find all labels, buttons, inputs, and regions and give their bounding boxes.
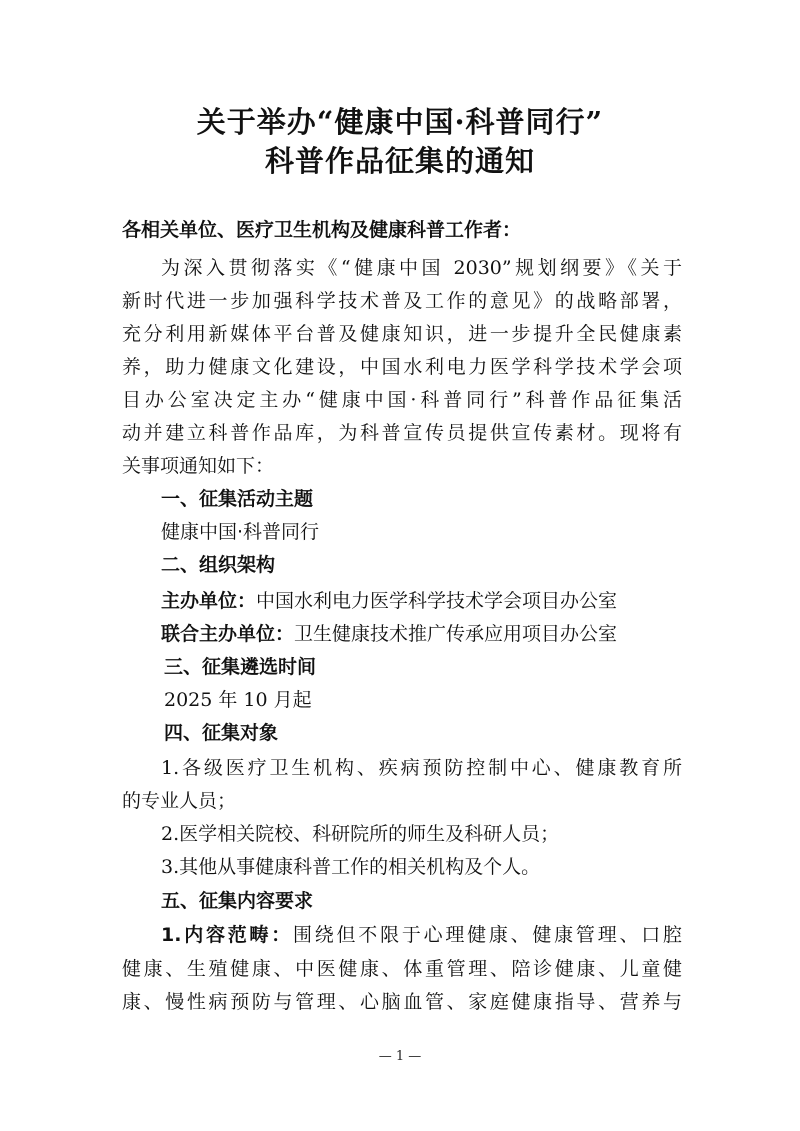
document-title-line-1: 关于举办“健康中国·科普同行”	[196, 105, 604, 139]
section-2-heading: 二、组织架构	[161, 554, 276, 576]
cohost-unit-value: 卫生健康技术推广传承应用项目办公室	[294, 623, 618, 645]
content-scope-text: 围绕但不限于心理健康、健康管理、口腔	[293, 924, 682, 946]
host-unit-line	[161, 588, 721, 614]
section-5-item-1-line-3: 康、慢性病预防与管理、心脑血管、家庭健康指导、营养与	[122, 991, 682, 1013]
section-4-item-2: 2.医学相关院校、科研院所的师生及科研人员；	[161, 823, 560, 845]
intro-line-7: 关事项通知如下：	[122, 455, 275, 477]
host-unit-label: 主办单位：	[161, 590, 257, 612]
section-3-text: 2025 年 10 月起	[164, 689, 312, 711]
section-4-item-1-line-1: 1.各级医疗卫生机构、疾病预防控制中心、健康教育所	[161, 757, 682, 779]
document-title-line-2: 科普作品征集的通知	[264, 144, 535, 178]
section-1-heading: 一、征集活动主题	[161, 488, 314, 510]
intro-line-2: 新时代进一步加强科学技术普及工作的意见》的战略部署，	[122, 290, 682, 312]
section-5-heading: 五、征集内容要求	[161, 890, 314, 912]
intro-line-4: 养，助力健康文化建设，中国水利电力医学科学技术学会项	[122, 356, 682, 378]
intro-line-5: 目办公室决定主办“健康中国·科普同行”科普作品征集活	[122, 389, 682, 411]
section-4-heading: 四、征集对象	[164, 722, 279, 744]
section-4-item-1-line-2: 的专业人员；	[122, 790, 237, 812]
page-number: — 1 —	[378, 1049, 422, 1064]
section-4-item-3: 3.其他从事健康科普工作的相关机构及个人。	[161, 856, 541, 878]
host-unit-value: 中国水利电力医学科学技术学会项目办公室	[256, 590, 618, 612]
intro-line-6: 动并建立科普作品库，为科普宣传员提供宣传素材。现将有	[122, 422, 682, 444]
salutation: 各相关单位、医疗卫生机构及健康科普工作者：	[122, 219, 522, 241]
intro-line-3: 充分利用新媒体平台普及健康知识，进一步提升全民健康素	[122, 323, 682, 345]
content-scope-label: 1.内容范畴：	[161, 924, 294, 946]
section-5-item-1-line-2: 健康、生殖健康、中医健康、体重管理、陪诊健康、儿童健	[122, 958, 682, 980]
cohost-unit-label: 联合主办单位：	[161, 623, 295, 645]
section-1-text: 健康中国·科普同行	[161, 521, 320, 543]
intro-line-1: 为深入贯彻落实《“健康中国 2030”规划纲要》《关于	[161, 257, 682, 279]
section-3-heading: 三、征集遴选时间	[164, 656, 317, 678]
section-5-item-1-line-1	[161, 922, 682, 948]
cohost-unit-line	[161, 621, 721, 647]
